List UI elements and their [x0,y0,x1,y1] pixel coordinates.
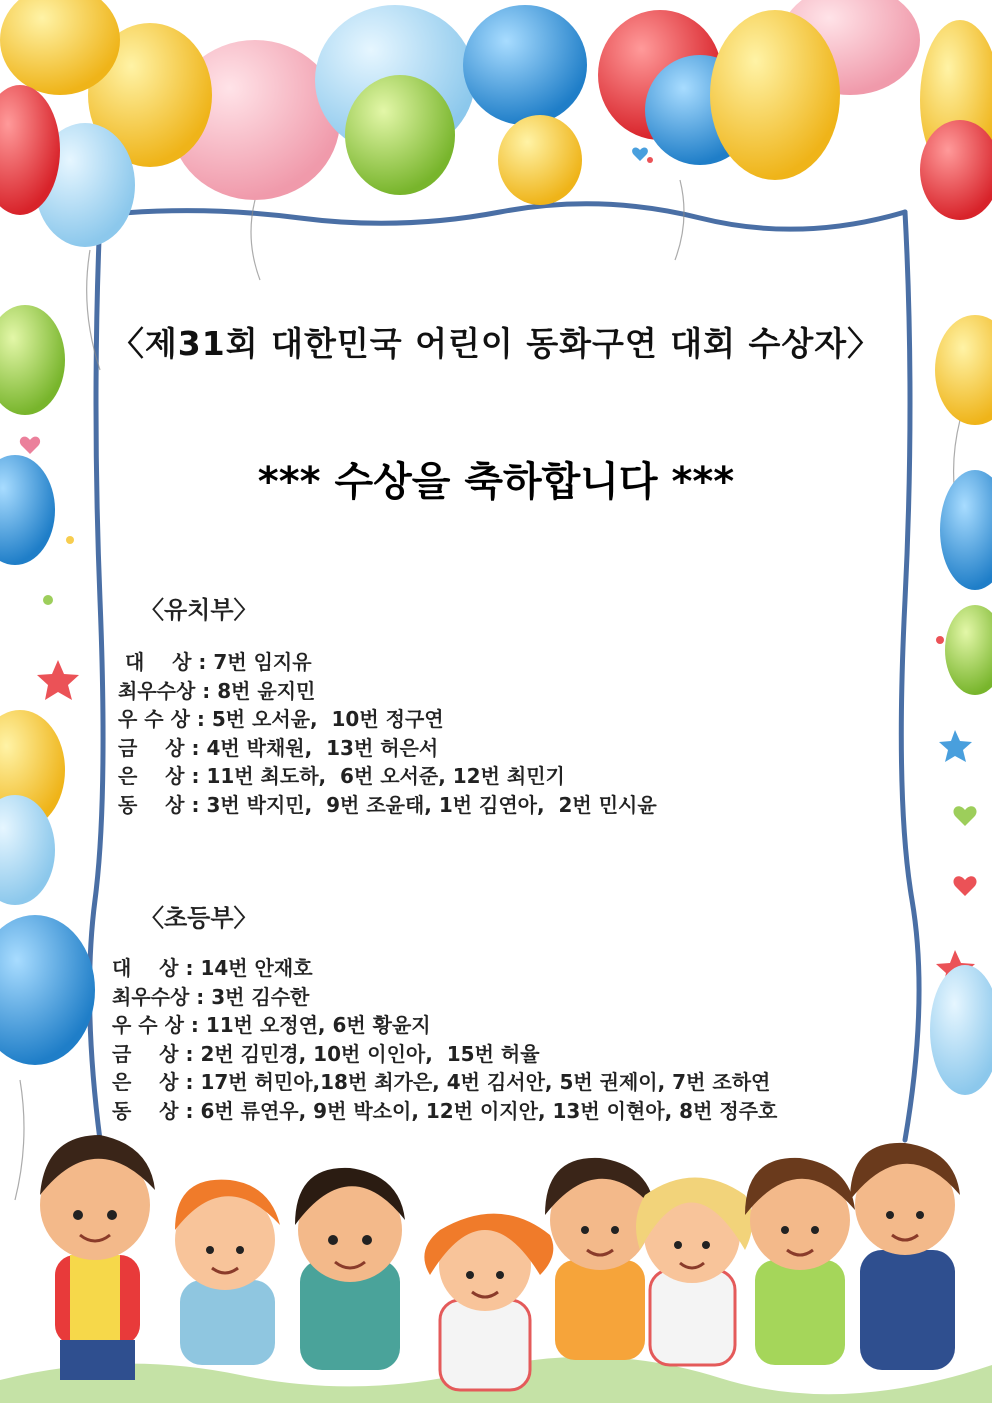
award-label: 금 상 [118,735,185,760]
award-separator: : [183,1013,206,1037]
award-row [112,983,777,1012]
award-separator: : [189,984,212,1009]
award-label: 대 상 [118,650,192,674]
award-row [118,734,657,763]
award-row [112,1040,777,1069]
award-separator: : [184,764,207,788]
award-separator: : [178,956,201,980]
award-winners: 2번 김민경, 10번 이인아, 15번 허율 [200,1041,540,1066]
award-separator: : [178,1041,201,1066]
award-row [118,791,657,820]
award-label: 은 상 [118,764,185,788]
award-winners: 4번 박채원, 13번 허은서 [206,735,439,760]
award-separator: : [195,678,218,703]
award-separator: : [189,707,212,731]
award-separator: : [178,1070,201,1094]
award-label: 은 상 [112,1070,179,1094]
page-title: 〈제31회 대한민국 어린이 동화구연 대회 수상자〉 [110,324,882,363]
award-winners: 3번 박지민, 9번 조윤태, 1번 김연아, 2번 민시윤 [206,792,657,817]
congratulations-banner: *** 수상을 축하합니다 *** [257,459,735,505]
award-label: 대 상 [112,956,179,980]
award-row [118,762,657,791]
award-row [118,705,657,734]
award-row [112,1068,777,1097]
award-winners: 3번 김수한 [211,984,310,1009]
award-row [118,677,657,706]
award-winners: 11번 최도하, 6번 오서준, 12번 최민기 [206,764,565,788]
section-heading-kindergarten: 〈유치부〉 [140,596,258,624]
award-separator: : [184,792,207,817]
award-separator: : [178,1098,201,1123]
award-label: 동 상 [118,792,185,817]
award-row [112,1011,777,1040]
award-winners: 5번 오서윤, 10번 정구연 [211,707,444,731]
award-row [112,954,777,983]
award-winners: 17번 허민아,18번 최가은, 4번 김서안, 5번 권제이, 7번 조하연 [200,1070,771,1094]
award-row [112,1097,777,1126]
award-label: 동 상 [112,1098,179,1123]
award-separator: : [184,735,207,760]
award-label: 최우수상 [118,678,196,703]
award-winners: 7번 임지유 [213,650,312,674]
award-label: 우 수 상 [112,1013,184,1037]
award-label: 최우수상 [112,984,190,1009]
award-list-kindergarten [118,648,657,819]
award-label: 우 수 상 [118,707,190,731]
award-winners: 11번 오정연, 6번 황윤지 [205,1013,431,1037]
award-row [118,648,657,677]
award-winners: 6번 류연우, 9번 박소이, 12번 이지안, 13번 이현아, 8번 정주호 [200,1098,778,1123]
award-winners: 8번 윤지민 [217,678,316,703]
award-separator: : [191,650,214,674]
award-list-elementary [112,954,777,1125]
award-label: 금 상 [112,1041,179,1066]
award-winners: 14번 안재호 [200,956,313,980]
section-heading-elementary: 〈초등부〉 [140,904,258,932]
